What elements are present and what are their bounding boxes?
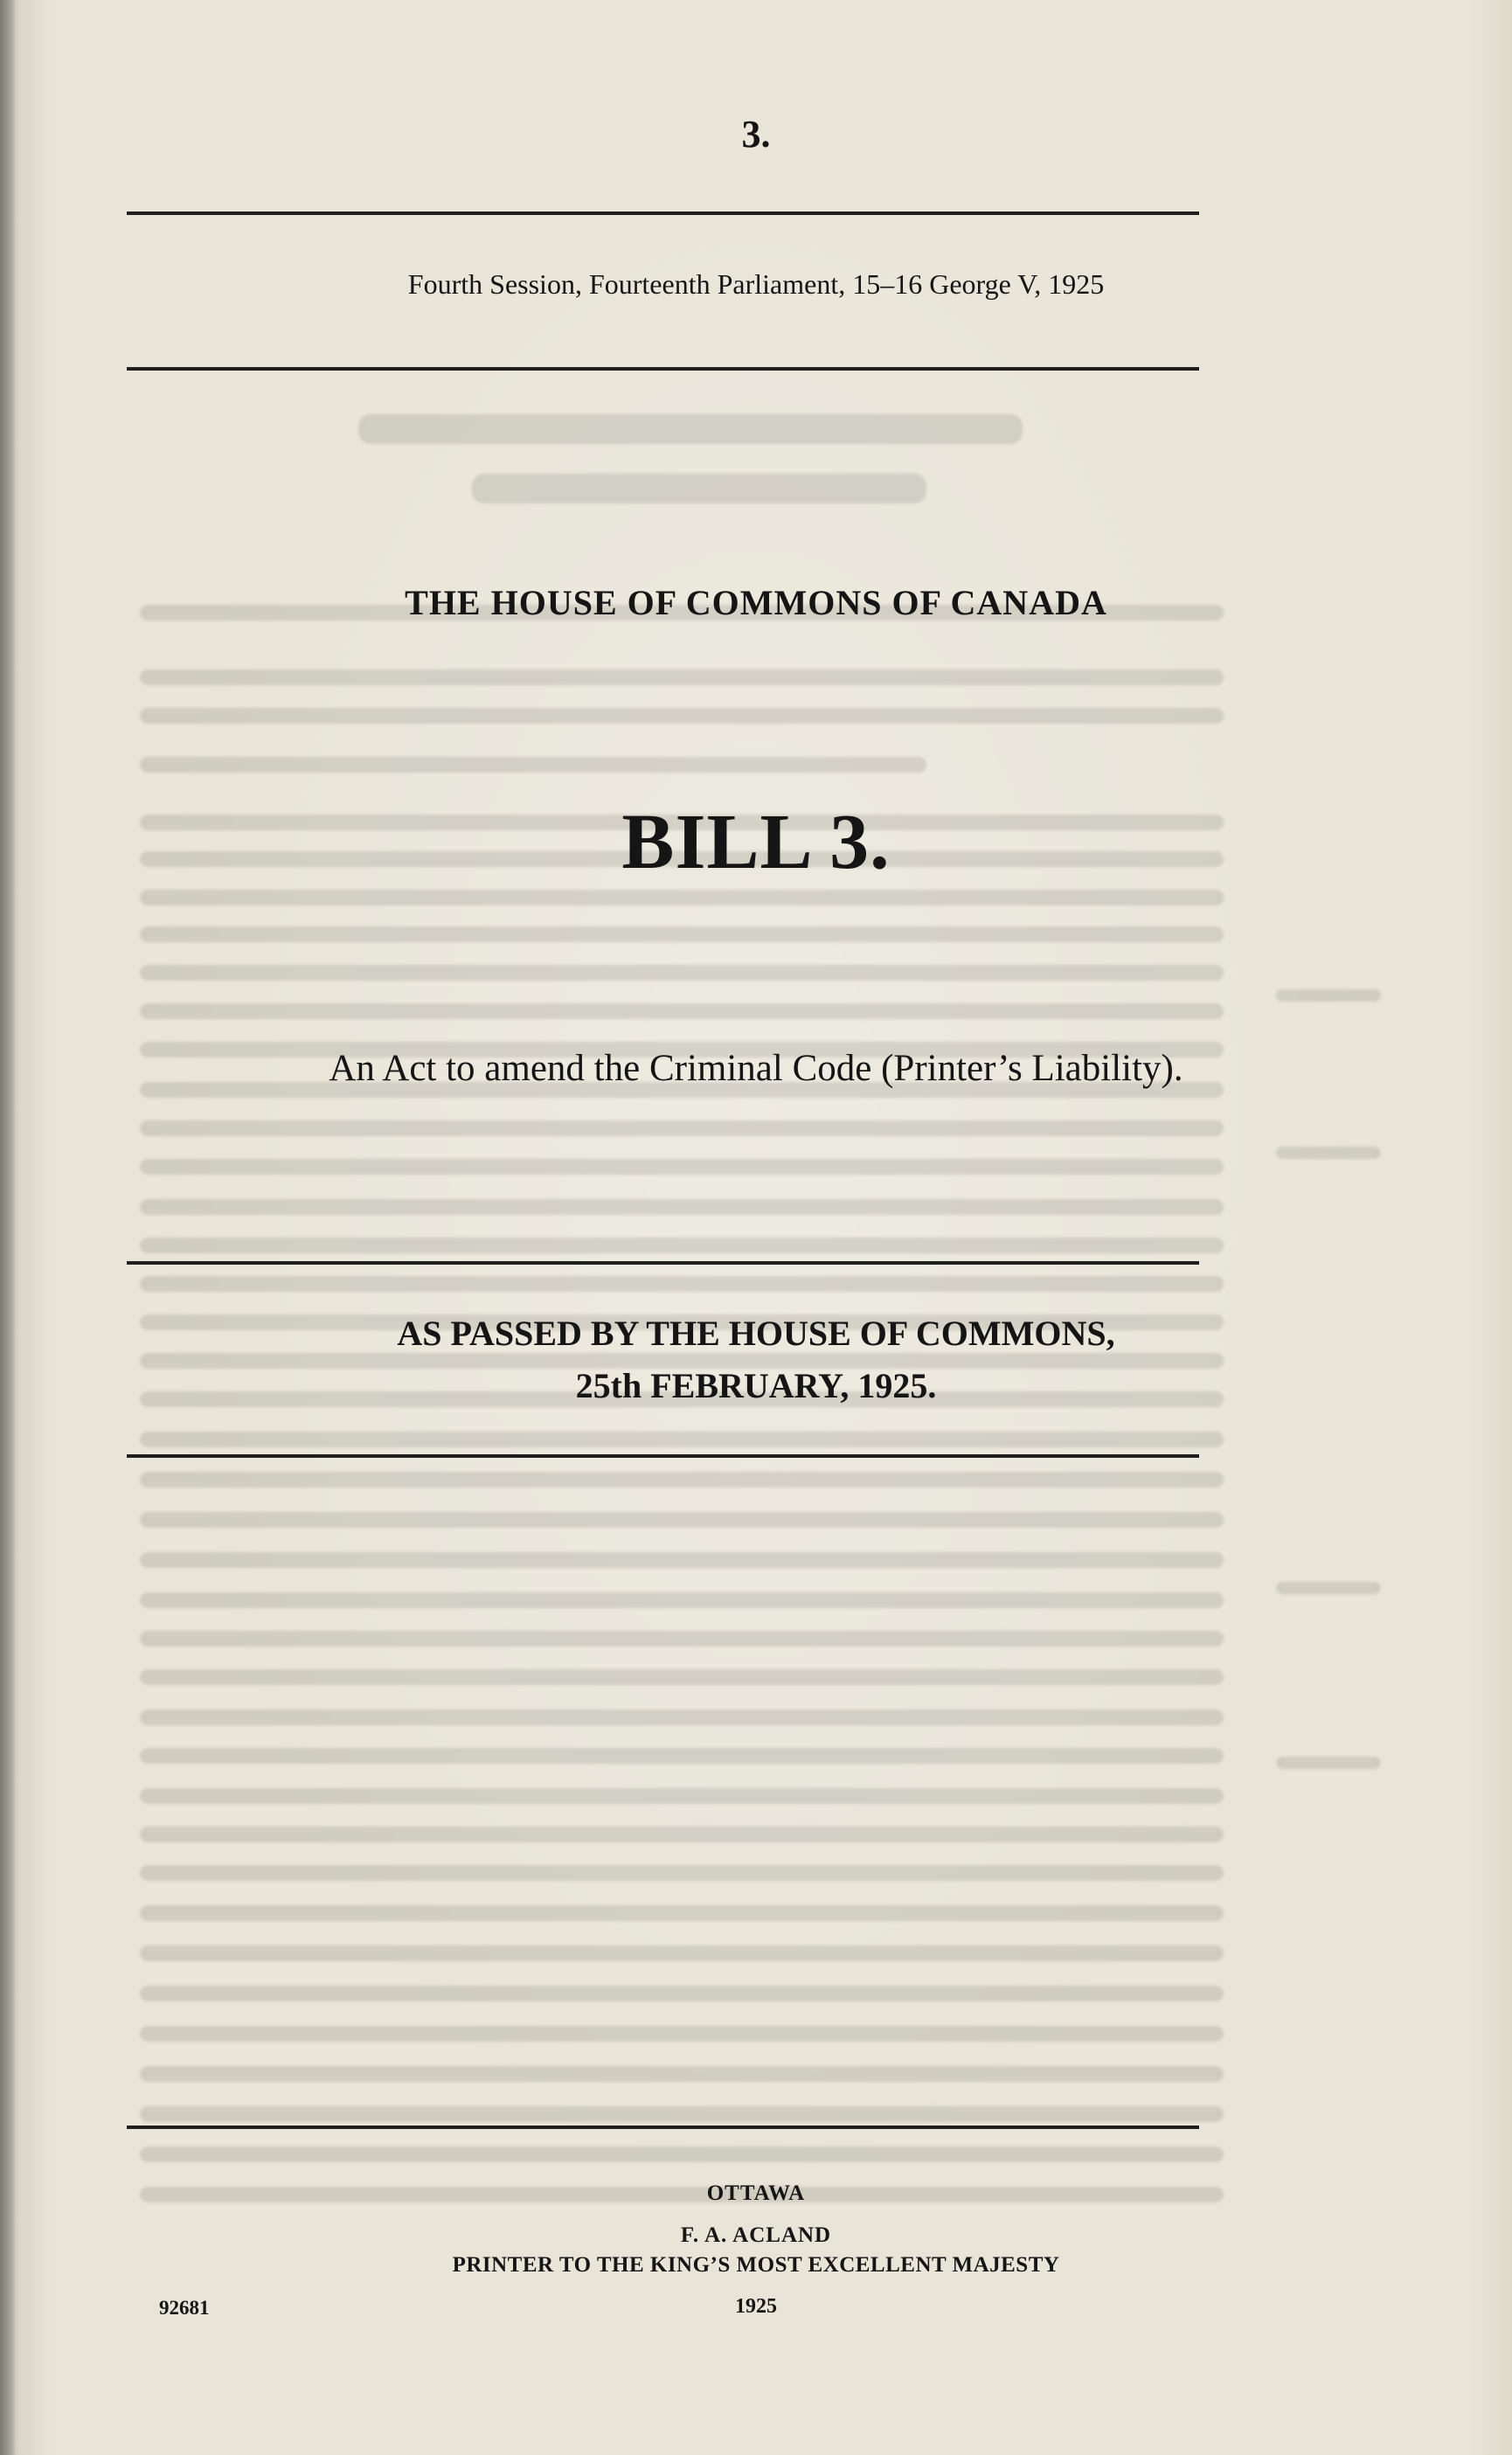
show-through-line	[140, 1669, 1224, 1685]
show-through-line	[140, 1552, 1224, 1568]
show-through-line	[140, 757, 926, 773]
imprint-place: OTTAWA	[706, 2181, 806, 2205]
show-through-line	[140, 1199, 1224, 1215]
show-through-line	[140, 1120, 1224, 1136]
show-through-line	[140, 1003, 1224, 1019]
show-through-line	[140, 1748, 1224, 1764]
passed-statement-line-1: AS PASSED BY THE HOUSE OF COMMONS,	[397, 1314, 1115, 1353]
show-through-line	[140, 2026, 1224, 2042]
show-through-line	[140, 1432, 1224, 1447]
printer-title: PRINTER TO THE KING’S MOST EXCELLENT MAJESTY	[452, 2253, 1060, 2277]
session-rule	[127, 367, 1199, 371]
passed-top-rule	[127, 1261, 1199, 1265]
show-through-line	[140, 926, 1224, 942]
show-through-line	[140, 1709, 1224, 1725]
print-code: 92681	[159, 2297, 210, 2319]
show-through-margin-note	[1276, 1582, 1381, 1594]
show-through-line	[140, 708, 1224, 724]
show-through-line	[140, 1512, 1224, 1528]
session-line: Fourth Session, Fourteenth Parliament, 15–16 George V, 1925	[407, 268, 1105, 300]
act-title: An Act to amend the Criminal Code (Printer’s Liability).	[329, 1048, 1183, 1089]
show-through-line	[140, 1592, 1224, 1608]
show-through-margin-note	[1276, 1757, 1381, 1769]
show-through-line	[140, 1472, 1224, 1488]
show-through-line	[140, 1631, 1224, 1647]
show-through-line	[140, 965, 1224, 981]
show-through-line	[140, 1905, 1224, 1921]
show-through-line	[140, 1827, 1224, 1842]
imprint-year: 1925	[735, 2295, 777, 2318]
show-through-heading	[472, 474, 926, 503]
show-through-line	[140, 1865, 1224, 1881]
printer-name: F. A. ACLAND	[680, 2223, 832, 2247]
show-through-line	[140, 1159, 1224, 1175]
show-through-line	[140, 669, 1224, 685]
show-through-heading	[358, 414, 1023, 444]
show-through-line	[140, 1788, 1224, 1804]
imprint-rule	[127, 2126, 1199, 2129]
show-through-line	[140, 2066, 1224, 2082]
book-spine-shadow	[0, 0, 16, 2455]
passed-bottom-rule	[127, 1454, 1199, 1458]
show-through-line	[140, 1238, 1224, 1253]
show-through-margin-note	[1276, 989, 1381, 1002]
show-through-margin-note	[1276, 1147, 1381, 1159]
house-heading: THE HOUSE OF COMMONS OF CANADA	[405, 583, 1107, 622]
show-through-line	[140, 890, 1224, 905]
show-through-line	[140, 1986, 1224, 2001]
show-through-line	[140, 1945, 1224, 1961]
show-through-line	[140, 2106, 1224, 2122]
page-number: 3.	[741, 113, 771, 156]
bill-title: BILL 3.	[621, 799, 891, 885]
show-through-line	[140, 1276, 1224, 1292]
show-through-text	[140, 343, 1224, 2222]
passed-statement-line-2: 25th FEBRUARY, 1925.	[575, 1366, 937, 1405]
top-rule	[127, 212, 1199, 215]
show-through-line	[140, 2146, 1224, 2162]
